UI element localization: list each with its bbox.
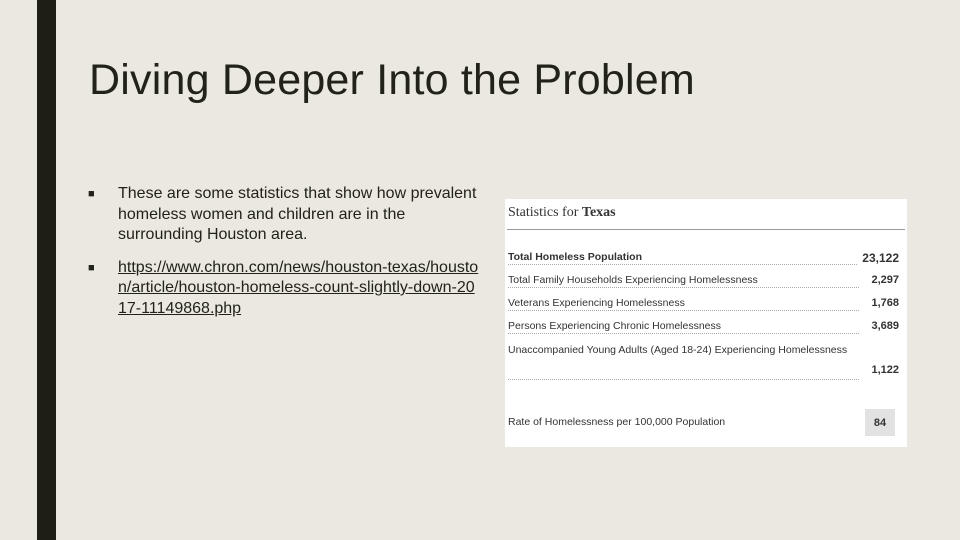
bullet-text: These are some statistics that show how prevalent homeless women and children are in the surrounding Houston area. bbox=[118, 185, 477, 243]
stat-row bbox=[508, 344, 899, 384]
dot-leader bbox=[508, 310, 859, 311]
stat-label: Persons Experiencing Chronic Homelessness bbox=[508, 320, 722, 332]
stat-row bbox=[508, 320, 899, 336]
bullet-item bbox=[88, 184, 483, 246]
square-bullet-icon: ■ bbox=[88, 261, 95, 274]
stat-label: Veterans Experiencing Homelessness bbox=[508, 297, 685, 309]
stat-row bbox=[508, 416, 907, 432]
stat-label: Unaccompanied Young Adults (Aged 18-24) Experiencing Homelessness bbox=[508, 344, 848, 356]
stat-value: 1,122 bbox=[867, 364, 899, 376]
stat-value: 2,297 bbox=[867, 274, 899, 286]
dot-leader bbox=[508, 379, 859, 380]
square-bullet-icon: ■ bbox=[88, 188, 95, 200]
accent-bar bbox=[37, 0, 56, 540]
stat-value: 1,768 bbox=[867, 297, 899, 309]
stats-heading bbox=[508, 205, 616, 221]
dot-leader bbox=[508, 333, 859, 334]
dot-leader bbox=[508, 264, 859, 265]
dot-leader bbox=[508, 287, 859, 288]
bullet-list bbox=[88, 184, 483, 331]
stat-label: Total Homeless Population bbox=[508, 251, 642, 263]
stat-row bbox=[508, 251, 899, 267]
stat-label: Rate of Homelessness per 100,000 Population bbox=[508, 416, 726, 428]
stat-value: 23,122 bbox=[858, 251, 899, 265]
divider bbox=[507, 229, 905, 230]
stats-heading-prefix: Statistics for bbox=[508, 205, 579, 220]
stat-label: Total Family Households Experiencing Homelessness bbox=[508, 274, 758, 286]
rate-value-box: 84 bbox=[865, 409, 895, 436]
source-link[interactable]: https://www.chron.com/news/houston-texas/houston/article/houston-homeless-count-slightly-down-2017-11149868.php bbox=[118, 258, 479, 317]
stat-value: 3,689 bbox=[867, 320, 899, 332]
statistics-table-image bbox=[505, 199, 907, 447]
slide-title: Diving Deeper Into the Problem bbox=[89, 56, 695, 104]
stat-row bbox=[508, 274, 899, 290]
bullet-item bbox=[88, 258, 483, 320]
stat-row bbox=[508, 297, 899, 313]
stats-heading-state: Texas bbox=[581, 205, 616, 220]
